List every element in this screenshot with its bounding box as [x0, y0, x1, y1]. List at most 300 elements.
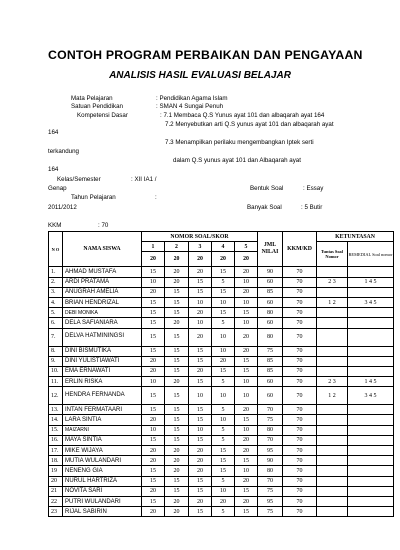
score-soal-3: 15 — [189, 507, 212, 517]
score-soal-5: 20 — [235, 346, 258, 356]
student-name: LARA SINTIA — [63, 415, 142, 425]
score-soal-5: 10 — [235, 425, 258, 435]
jml-nilai: 75 — [258, 346, 283, 356]
score-soal-3: 10 — [189, 297, 212, 307]
score-soal-2: 20 — [165, 507, 189, 517]
score-soal-3: 15 — [189, 415, 212, 425]
tuntas-soal: 1 2 — [317, 387, 348, 405]
tahun-label: Tahun Pelajaran — [71, 194, 116, 201]
table-row — [49, 486, 394, 496]
row-number: 9. — [49, 356, 63, 366]
remedial-soal — [348, 346, 394, 356]
score-soal-2: 15 — [165, 287, 189, 297]
score-soal-2: 15 — [165, 387, 189, 405]
tuntas-soal — [317, 356, 348, 366]
score-soal-3: 20 — [189, 328, 212, 346]
jml-nilai: 60 — [258, 318, 283, 328]
student-name: DINI BISMUTIKA — [63, 346, 142, 356]
tuntas-soal — [317, 328, 348, 346]
score-soal-3: 10 — [189, 318, 212, 328]
kkm-value: 70 — [283, 435, 317, 445]
score-soal-1: 20 — [142, 366, 165, 376]
score-soal-4: 15 — [212, 287, 235, 297]
remedial-soal — [348, 328, 394, 346]
header-kkm: KKM/KD — [283, 232, 317, 267]
score-soal-4: 10 — [212, 297, 235, 307]
score-soal-2: 15 — [165, 415, 189, 425]
kd-line-2b: 164 — [48, 129, 59, 136]
row-number: 10. — [49, 366, 63, 376]
score-soal-4: 5 — [212, 435, 235, 445]
score-soal-4: 5 — [212, 405, 235, 415]
document-subtitle: ANALISIS HASIL EVALUASI BELAJAR — [109, 70, 291, 81]
tuntas-soal — [317, 405, 348, 415]
score-soal-3: 20 — [189, 267, 212, 277]
score-soal-4: 5 — [212, 377, 235, 387]
evaluation-table — [48, 231, 394, 517]
row-number: 14. — [49, 415, 63, 425]
row-number: 20 — [49, 476, 63, 486]
jml-nilai: 95 — [258, 446, 283, 456]
jml-nilai: 70 — [258, 476, 283, 486]
score-soal-2: 20 — [165, 267, 189, 277]
table-row — [49, 456, 394, 466]
student-name: MUTIA WULANDARI — [63, 456, 142, 466]
score-soal-4: 15 — [212, 456, 235, 466]
remedial-soal — [348, 425, 394, 435]
score-soal-1: 10 — [142, 377, 165, 387]
tuntas-soal — [317, 415, 348, 425]
row-number: 6. — [49, 318, 63, 328]
kkm-value: 70 — [283, 496, 317, 506]
score-soal-4: 10 — [212, 328, 235, 346]
score-soal-5: 20 — [235, 496, 258, 506]
header-soal-3: 3 — [189, 242, 212, 252]
table-row — [49, 267, 394, 277]
student-name: MAYA SINTIA — [63, 435, 142, 445]
jml-nilai: 75 — [258, 486, 283, 496]
score-soal-2: 15 — [165, 435, 189, 445]
score-soal-1: 20 — [142, 456, 165, 466]
score-soal-1: 15 — [142, 405, 165, 415]
jml-nilai: 90 — [258, 456, 283, 466]
jml-nilai: 75 — [258, 415, 283, 425]
score-soal-2: 15 — [165, 476, 189, 486]
kkm-value: 70 — [283, 328, 317, 346]
student-name: DINI YULISTIAWATI — [63, 356, 142, 366]
student-name: BRIAN HENDRIZAL — [63, 297, 142, 307]
tuntas-soal — [317, 435, 348, 445]
remedial-soal — [348, 446, 394, 456]
kd-line-4b: 164 — [48, 166, 59, 173]
score-soal-4: 5 — [212, 318, 235, 328]
score-soal-3: 15 — [189, 346, 212, 356]
score-soal-4: 5 — [212, 476, 235, 486]
score-soal-1: 15 — [142, 308, 165, 318]
header-nomor-soal: NOMOR SOAL/SKOR — [142, 232, 258, 242]
kkm-value: 70 — [283, 446, 317, 456]
score-soal-1: 15 — [142, 267, 165, 277]
score-soal-5: 15 — [235, 308, 258, 318]
tuntas-soal — [317, 346, 348, 356]
student-name: ARDI PRATAMA — [63, 277, 142, 287]
score-soal-2: 20 — [165, 277, 189, 287]
tuntas-soal — [317, 476, 348, 486]
score-soal-1: 15 — [142, 297, 165, 307]
student-name: AHMAD MUSTAFA — [63, 267, 142, 277]
header-skor-5: 20 — [235, 252, 258, 267]
score-soal-2: 15 — [165, 328, 189, 346]
score-soal-4: 20 — [212, 496, 235, 506]
score-soal-3: 15 — [189, 377, 212, 387]
jml-nilai: 70 — [258, 435, 283, 445]
score-soal-1: 15 — [142, 466, 165, 476]
score-soal-5: 15 — [235, 356, 258, 366]
banyak-label: Banyak Soal — [247, 204, 282, 211]
header-skor-1: 20 — [142, 252, 165, 267]
row-number: 12. — [49, 387, 63, 405]
score-soal-5: 20 — [235, 435, 258, 445]
score-soal-4: 15 — [212, 466, 235, 476]
row-number: 21 — [49, 486, 63, 496]
row-number: 3. — [49, 287, 63, 297]
jml-nilai: 85 — [258, 366, 283, 376]
student-name: MIKE WIJAYA — [63, 446, 142, 456]
score-soal-5: 10 — [235, 387, 258, 405]
jml-nilai: 60 — [258, 277, 283, 287]
banyak-value: : 5 Butir — [301, 204, 323, 211]
header-soal-4: 4 — [212, 242, 235, 252]
table-row — [49, 297, 394, 307]
score-soal-5: 10 — [235, 297, 258, 307]
score-soal-2: 15 — [165, 425, 189, 435]
kelas-value: : XII IA1 / — [131, 176, 157, 183]
student-name: PUTRI WULANDARI — [63, 496, 142, 506]
jml-nilai: 90 — [258, 267, 283, 277]
tuntas-soal — [317, 486, 348, 496]
kkm-value: 70 — [283, 267, 317, 277]
score-soal-1: 10 — [142, 425, 165, 435]
remedial-soal — [348, 435, 394, 445]
kkm-value: 70 — [283, 466, 317, 476]
remedial-soal — [348, 476, 394, 486]
table-row — [49, 387, 394, 405]
row-number: 19 — [49, 466, 63, 476]
remedial-soal — [348, 318, 394, 328]
student-name: ANUGRAH AMELIA — [63, 287, 142, 297]
tuntas-soal — [317, 466, 348, 476]
kd-line-3b: terkandung — [48, 148, 79, 155]
row-number: 1. — [49, 267, 63, 277]
score-soal-4: 15 — [212, 308, 235, 318]
table-row — [49, 328, 394, 346]
table-row — [49, 277, 394, 287]
score-soal-2: 15 — [165, 486, 189, 496]
student-name: DEBI MONIKA — [63, 308, 142, 318]
header-nama: NAMA SISWA — [63, 232, 142, 267]
jml-nilai: 60 — [258, 297, 283, 307]
score-soal-5: 20 — [235, 328, 258, 346]
remedial-soal — [348, 466, 394, 476]
score-soal-5: 15 — [235, 486, 258, 496]
score-soal-1: 20 — [142, 287, 165, 297]
score-soal-4: 5 — [212, 507, 235, 517]
header-ketuntasan: KETUNTASAN — [317, 232, 394, 242]
table-row — [49, 435, 394, 445]
score-soal-5: 15 — [235, 456, 258, 466]
remedial-soal — [348, 356, 394, 366]
score-soal-5: 15 — [235, 415, 258, 425]
student-name: HENDRA FERNANDA — [63, 387, 142, 405]
score-soal-2: 15 — [165, 308, 189, 318]
student-name: ERLIN RISKA — [63, 377, 142, 387]
score-soal-5: 10 — [235, 377, 258, 387]
student-name: EMA ERNAWATI — [63, 366, 142, 376]
row-number: 22 — [49, 496, 63, 506]
score-soal-3: 20 — [189, 308, 212, 318]
jml-nilai: 85 — [258, 287, 283, 297]
kd-line-1: : 7.1 Membaca Q.S Yunus ayat 101 dan albaqarah ayat 164 — [160, 112, 325, 119]
score-soal-3: 15 — [189, 287, 212, 297]
score-soal-5: 20 — [235, 405, 258, 415]
student-name: INTAN FERMATAARI — [63, 405, 142, 415]
table-row — [49, 466, 394, 476]
score-soal-5: 10 — [235, 277, 258, 287]
student-name: MAIZARNI — [63, 425, 142, 435]
remedial-soal: 3 4 5 — [348, 387, 394, 405]
kkm-value: 70 — [283, 346, 317, 356]
score-soal-5: 15 — [235, 366, 258, 376]
tuntas-soal — [317, 287, 348, 297]
bentuk-label: Bentuk Soal — [250, 185, 284, 192]
score-soal-1: 20 — [142, 507, 165, 517]
header-skor-3: 20 — [189, 252, 212, 267]
kd-line-2: 7.2 Menyebutkan arti Q.S yunus ayat 101 dan albaqarah ayat — [165, 121, 334, 128]
score-soal-1: 15 — [142, 346, 165, 356]
document-title: CONTOH PROGRAM PERBAIKAN DAN PENGAYAAN — [48, 48, 363, 62]
jml-nilai: 70 — [258, 405, 283, 415]
student-name: RIJAL SABIRIN — [63, 507, 142, 517]
score-soal-4: 5 — [212, 425, 235, 435]
kkm-value: 70 — [283, 277, 317, 287]
table-row — [49, 308, 394, 318]
jml-nilai: 80 — [258, 466, 283, 476]
header-soal-1: 1 — [142, 242, 165, 252]
jml-nilai: 60 — [258, 377, 283, 387]
row-number: 18. — [49, 456, 63, 466]
remedial-soal: 1 4 5 — [348, 377, 394, 387]
score-soal-3: 15 — [189, 476, 212, 486]
kkm-value: 70 — [283, 356, 317, 366]
score-soal-4: 15 — [212, 267, 235, 277]
score-soal-3: 20 — [189, 496, 212, 506]
remedial-soal — [348, 456, 394, 466]
tuntas-soal — [317, 496, 348, 506]
score-soal-2: 15 — [165, 297, 189, 307]
row-number: 5. — [49, 308, 63, 318]
header-remedial: REMEDIAL Soal nomor — [348, 242, 394, 267]
score-soal-3: 20 — [189, 466, 212, 476]
jml-nilai: 80 — [258, 328, 283, 346]
score-soal-1: 20 — [142, 486, 165, 496]
kkm-value: 70 — [283, 486, 317, 496]
score-soal-5: 10 — [235, 318, 258, 328]
score-soal-1: 20 — [142, 415, 165, 425]
remedial-soal — [348, 496, 394, 506]
kkm-value: 70 — [283, 308, 317, 318]
row-number: 8. — [49, 346, 63, 356]
header-soal-5: 5 — [235, 242, 258, 252]
score-soal-2: 20 — [165, 318, 189, 328]
row-number: 23 — [49, 507, 63, 517]
table-row — [49, 446, 394, 456]
score-soal-3: 10 — [189, 425, 212, 435]
tuntas-soal — [317, 446, 348, 456]
score-soal-1: 15 — [142, 318, 165, 328]
score-soal-1: 15 — [142, 328, 165, 346]
score-soal-3: 15 — [189, 405, 212, 415]
row-number: 7. — [49, 328, 63, 346]
kkm-value: 70 — [283, 476, 317, 486]
bentuk-value: : Essay — [303, 185, 324, 192]
table-row — [49, 496, 394, 506]
kkm-value: 70 — [283, 366, 317, 376]
score-soal-3: 15 — [189, 486, 212, 496]
score-soal-3: 20 — [189, 366, 212, 376]
student-name: DELA SAFIANIARA — [63, 318, 142, 328]
row-number: 11. — [49, 377, 63, 387]
remedial-soal — [348, 415, 394, 425]
remedial-soal — [348, 366, 394, 376]
score-soal-2: 15 — [165, 346, 189, 356]
kkm-value: : 70 — [98, 222, 109, 229]
row-number: 4. — [49, 297, 63, 307]
kkm-value: 70 — [283, 318, 317, 328]
kkm-value: 70 — [283, 507, 317, 517]
header-soal-2: 2 — [165, 242, 189, 252]
header-jml-nilai: JML NILAI — [258, 232, 283, 267]
mapel-label: Mata Pelajaran — [71, 95, 113, 102]
score-soal-5: 15 — [235, 507, 258, 517]
tuntas-soal — [317, 308, 348, 318]
kkm-value: 70 — [283, 387, 317, 405]
table-row — [49, 377, 394, 387]
table-row — [49, 366, 394, 376]
kd-line-3: 7.3 Menampilkan perilaku mengembangkan Iptek serti — [165, 139, 314, 146]
remedial-soal — [348, 507, 394, 517]
score-soal-1: 15 — [142, 387, 165, 405]
tahun-value: 2011/2012 — [48, 204, 77, 211]
score-soal-1: 15 — [142, 476, 165, 486]
tahun-colon: : — [155, 194, 157, 201]
jml-nilai: 80 — [258, 308, 283, 318]
header-no: N O — [49, 232, 63, 267]
kkm-value: 70 — [283, 425, 317, 435]
satuan-label: Satuan Pendidikan — [71, 103, 123, 110]
score-soal-3: 15 — [189, 356, 212, 366]
student-name: NENENG GIA — [63, 466, 142, 476]
table-row — [49, 507, 394, 517]
score-soal-3: 10 — [189, 387, 212, 405]
score-soal-4: 10 — [212, 415, 235, 425]
score-soal-2: 20 — [165, 446, 189, 456]
score-soal-4: 15 — [212, 446, 235, 456]
row-number: 2. — [49, 277, 63, 287]
satuan-value: : SMAN 4 Sungai Penuh — [156, 103, 224, 110]
jml-nilai: 60 — [258, 387, 283, 405]
kkm-value: 70 — [283, 415, 317, 425]
kkm-value: 70 — [283, 377, 317, 387]
kkm-value: 70 — [283, 456, 317, 466]
score-soal-3: 15 — [189, 435, 212, 445]
score-soal-5: 10 — [235, 466, 258, 476]
tuntas-soal: 1 2 — [317, 297, 348, 307]
jml-nilai: 75 — [258, 507, 283, 517]
table-row — [49, 476, 394, 486]
table-row — [49, 287, 394, 297]
student-name: NURUL HARTRIZA — [63, 476, 142, 486]
kkm-value: 70 — [283, 297, 317, 307]
kelas-label: Kelas/Semester — [57, 176, 101, 183]
remedial-soal: 3 4 5 — [348, 297, 394, 307]
remedial-soal — [348, 267, 394, 277]
student-name: NOVITA SARI — [63, 486, 142, 496]
genap-text: Genap — [48, 185, 67, 192]
score-soal-2: 20 — [165, 456, 189, 466]
score-soal-2: 15 — [165, 405, 189, 415]
score-soal-5: 20 — [235, 446, 258, 456]
tuntas-soal — [317, 456, 348, 466]
kd-line-4: dalam Q.S yunus ayat 101 dan Albaqarah ayat — [173, 157, 301, 164]
tuntas-soal — [317, 507, 348, 517]
student-name: DELVA HATMININGSI — [63, 328, 142, 346]
remedial-soal — [348, 287, 394, 297]
score-soal-3: 20 — [189, 446, 212, 456]
tuntas-soal — [317, 425, 348, 435]
score-soal-1: 15 — [142, 496, 165, 506]
score-soal-5: 20 — [235, 287, 258, 297]
score-soal-3: 20 — [189, 456, 212, 466]
kkm-value: 70 — [283, 405, 317, 415]
table-row — [49, 415, 394, 425]
tuntas-soal — [317, 366, 348, 376]
mapel-value: : Pendidikan Agama Islam — [156, 95, 228, 102]
remedial-soal — [348, 405, 394, 415]
table-row — [49, 425, 394, 435]
score-soal-4: 15 — [212, 366, 235, 376]
row-number: 17. — [49, 446, 63, 456]
score-soal-2: 15 — [165, 366, 189, 376]
jml-nilai: 95 — [258, 496, 283, 506]
kkm-value: 70 — [283, 287, 317, 297]
score-soal-2: 15 — [165, 356, 189, 366]
score-soal-2: 20 — [165, 496, 189, 506]
score-soal-2: 20 — [165, 377, 189, 387]
score-soal-2: 20 — [165, 466, 189, 476]
score-soal-1: 20 — [142, 356, 165, 366]
header-tuntas: Tuntas Soal Nomor — [317, 242, 348, 267]
header-skor-2: 20 — [165, 252, 189, 267]
score-soal-4: 10 — [212, 486, 235, 496]
table-row — [49, 318, 394, 328]
score-soal-1: 20 — [142, 446, 165, 456]
row-number: 16. — [49, 435, 63, 445]
score-soal-5: 20 — [235, 476, 258, 486]
table-row — [49, 405, 394, 415]
score-soal-3: 15 — [189, 277, 212, 287]
score-soal-4: 10 — [212, 387, 235, 405]
row-number: 13. — [49, 405, 63, 415]
